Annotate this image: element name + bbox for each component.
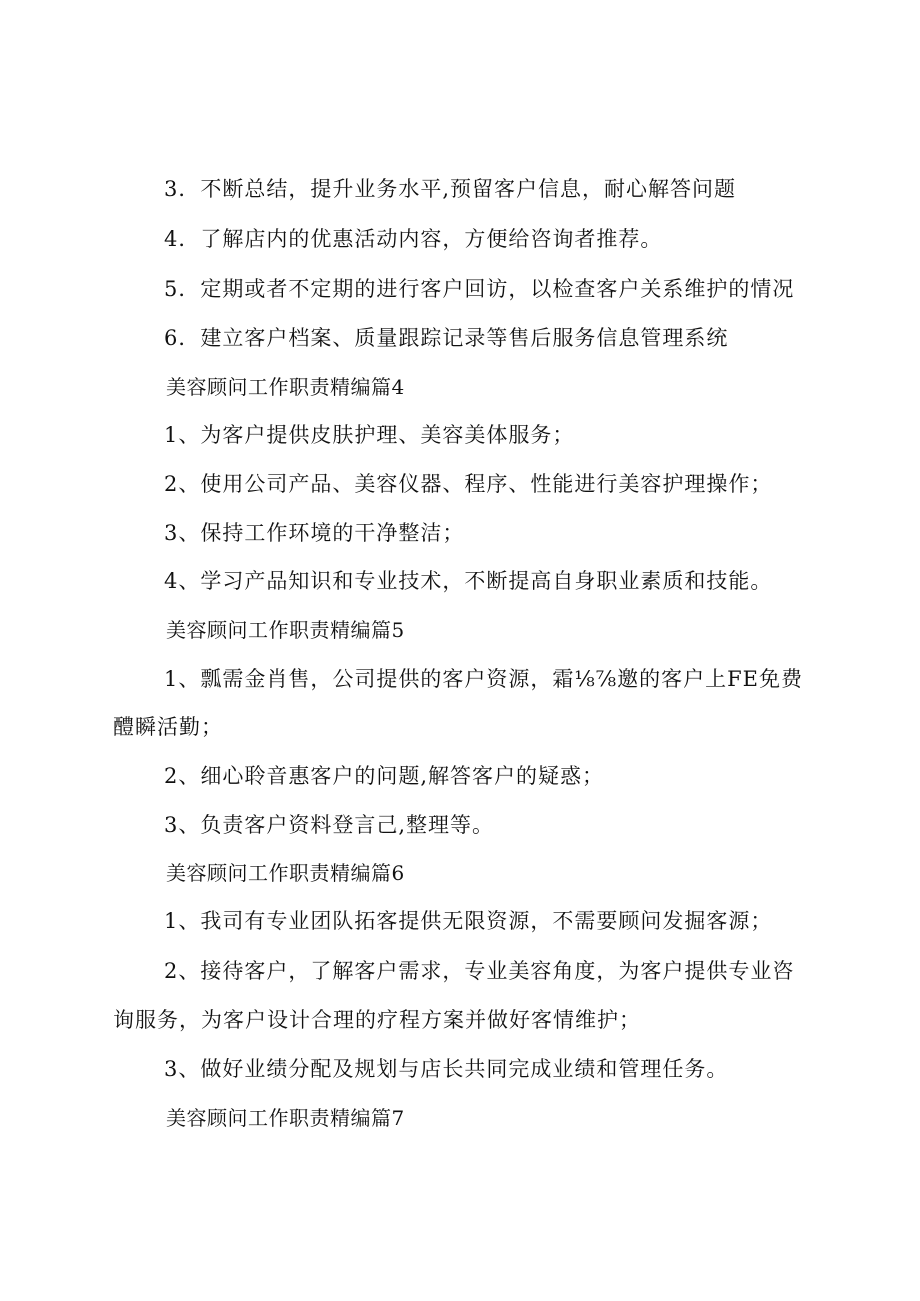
list-item: 5．定期或者不定期的进行客户回访，以检查客户关系维护的情况	[164, 277, 795, 301]
list-item: 6．建立客户档案、质量跟踪记录等售后服务信息管理系统	[164, 326, 729, 350]
section-heading: 美容顾问工作职责精编篇5	[166, 618, 405, 642]
list-item: 2、接待客户，了解客户需求，专业美容角度，为客户提供专业咨	[164, 959, 795, 983]
list-item: 2、使用公司产品、美容仪器、程序、性能进行美容护理操作；	[164, 472, 773, 496]
list-item: 4．了解店内的优惠活动内容，方便给咨询者推荐。	[164, 227, 663, 251]
list-item: 1、为客户提供皮肤护理、美容美体服务；	[164, 423, 575, 447]
section-heading: 美容顾问工作职责精编篇7	[166, 1106, 405, 1130]
list-item: 2、细心聆音惠客户的问题,解答客户的疑惑；	[164, 764, 605, 788]
list-item: 3、保持工作环境的干净整洁；	[164, 521, 465, 545]
section-heading: 美容顾问工作职责精编篇6	[166, 861, 405, 885]
section-heading: 美容顾问工作职责精编篇4	[166, 375, 405, 399]
list-item: 3、做好业绩分配及规划与店长共同完成业绩和管理任务。	[164, 1057, 729, 1081]
list-item: 3．不断总结，提升业务水平,预留客户信息，耐心解答问题	[164, 177, 737, 201]
list-item: 1、瓢需金肖售，公司提供的客户资源，霜⅛⅞邀的客户上FE免费	[164, 667, 803, 691]
list-item-continuation: 询服务，为客户设计合理的疗程方案并做好客情维护；	[113, 1008, 641, 1032]
list-item: 1、我司有专业团队拓客提供无限资源，不需要顾问发掘客源；	[164, 909, 773, 933]
list-item: 3、负责客户资料登言己,整理等。	[164, 813, 495, 837]
list-item-continuation: 醴瞬活勤；	[113, 715, 223, 739]
list-item: 4、学习产品知识和专业技术，不断提高自身职业素质和技能。	[164, 569, 773, 593]
